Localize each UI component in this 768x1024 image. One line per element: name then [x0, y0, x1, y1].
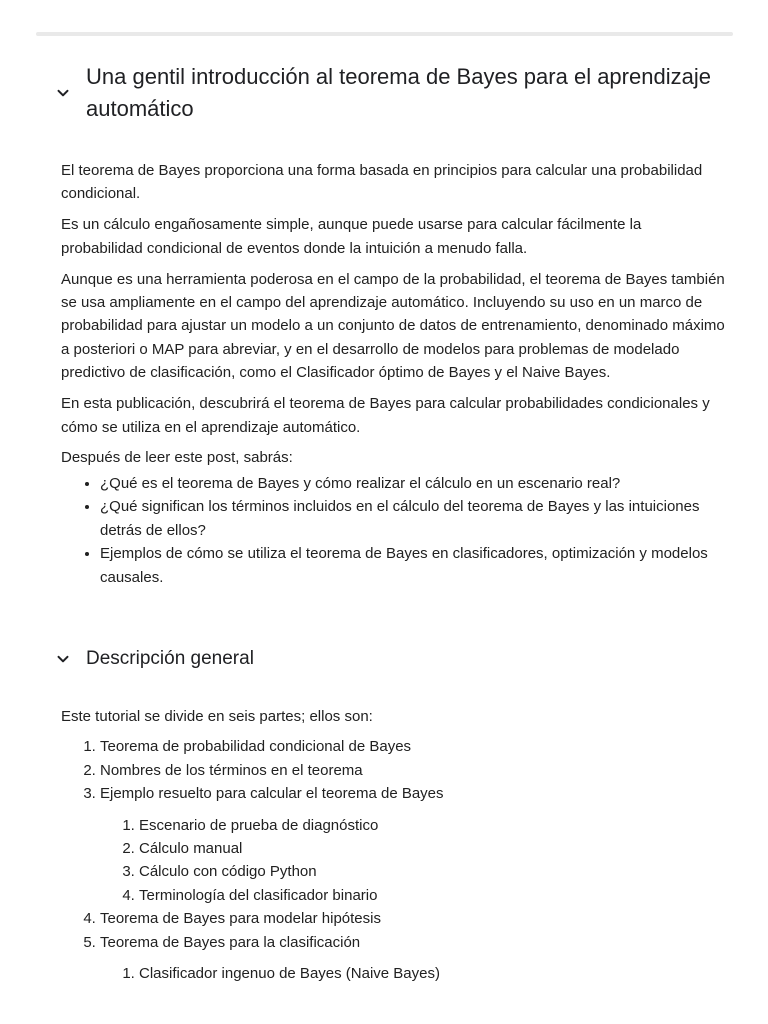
- list-item: 4. Teorema de Bayes para modelar hipótesis: [100, 907, 725, 930]
- list-item-text: Teorema de Bayes para la clasificación: [100, 933, 361, 951]
- list-item: • Ejemplos de cómo se utiliza el teorema de Bayes en clasificadores, optimización y modelos causales.: [100, 542, 725, 589]
- list-item: 1. Clasificador ingenuo de Bayes (Naive Bayes): [139, 962, 725, 985]
- section-header-intro[interactable]: [56, 61, 726, 125]
- list-item: 1. Teorema de probabilidad condicional de Bayes: [100, 735, 725, 758]
- list-item: 2. Cálculo manual: [139, 837, 725, 860]
- page-title: Una gentil introducción al teorema de Bayes para el aprendizaje automático: [86, 64, 711, 121]
- list-item: [100, 782, 725, 907]
- learning-outcomes-list: [61, 472, 725, 589]
- intro-paragraph: Aunque es una herramienta poderosa en el campo de la probabilidad, el teorema de Bayes también se usa ampliamente en el campo del aprendizaje automático. Incluyendo su uso en un marco de probabilidad para ajustar un modelo a un conjunto de datos de entrenamiento, denominado máximo a posteriori o MAP para abreviar, y en el desarrollo de modelos para problemas de modelado predictivo de clasificación, como el Clasificador óptimo de Bayes y el Naive Bayes.: [61, 270, 725, 382]
- intro-paragraph: Después de leer este post, sabrás:: [61, 449, 293, 467]
- overview-content: [61, 705, 725, 985]
- tutorial-parts-list: [61, 735, 725, 985]
- section-title: Descripción general: [86, 648, 254, 669]
- intro-paragraph: En esta publicación, descubrirá el teorema de Bayes para calcular probabilidades condicionales y cómo se utiliza en el aprendizaje automático.: [61, 395, 710, 436]
- top-divider: [36, 32, 733, 36]
- list-item-text: Ejemplo resuelto para calcular el teorema de Bayes: [100, 785, 444, 803]
- chevron-down-icon[interactable]: [56, 86, 70, 100]
- intro-paragraph: El teorema de Bayes proporciona una forma basada en principios para calcular una probabilidad condicional.: [61, 162, 703, 203]
- list-item: 3. Cálculo con código Python: [139, 860, 725, 883]
- list-item: • ¿Qué significan los términos incluidos en el cálculo del teorema de Bayes y las intuiciones detrás de ellos?: [100, 495, 725, 542]
- list-item: • ¿Qué es el teorema de Bayes y cómo realizar el cálculo en un escenario real?: [100, 472, 725, 495]
- list-item: 2. Nombres de los términos en el teorema: [100, 759, 725, 782]
- list-item: 1. Escenario de prueba de diagnóstico: [139, 814, 725, 837]
- section-header-overview[interactable]: [56, 647, 254, 671]
- sub-list: [100, 962, 725, 985]
- chevron-down-icon[interactable]: [56, 652, 70, 666]
- overview-intro: Este tutorial se divide en seis partes; ellos son:: [61, 708, 373, 725]
- list-item: [100, 931, 725, 986]
- list-item: 4. Terminología del clasificador binario: [139, 884, 725, 907]
- sub-list: [100, 814, 725, 908]
- intro-content: [61, 159, 725, 589]
- intro-paragraph: Es un cálculo engañosamente simple, aunque puede usarse para calcular fácilmente la probabilidad condicional de eventos donde la intuición a menudo falla.: [61, 216, 642, 257]
